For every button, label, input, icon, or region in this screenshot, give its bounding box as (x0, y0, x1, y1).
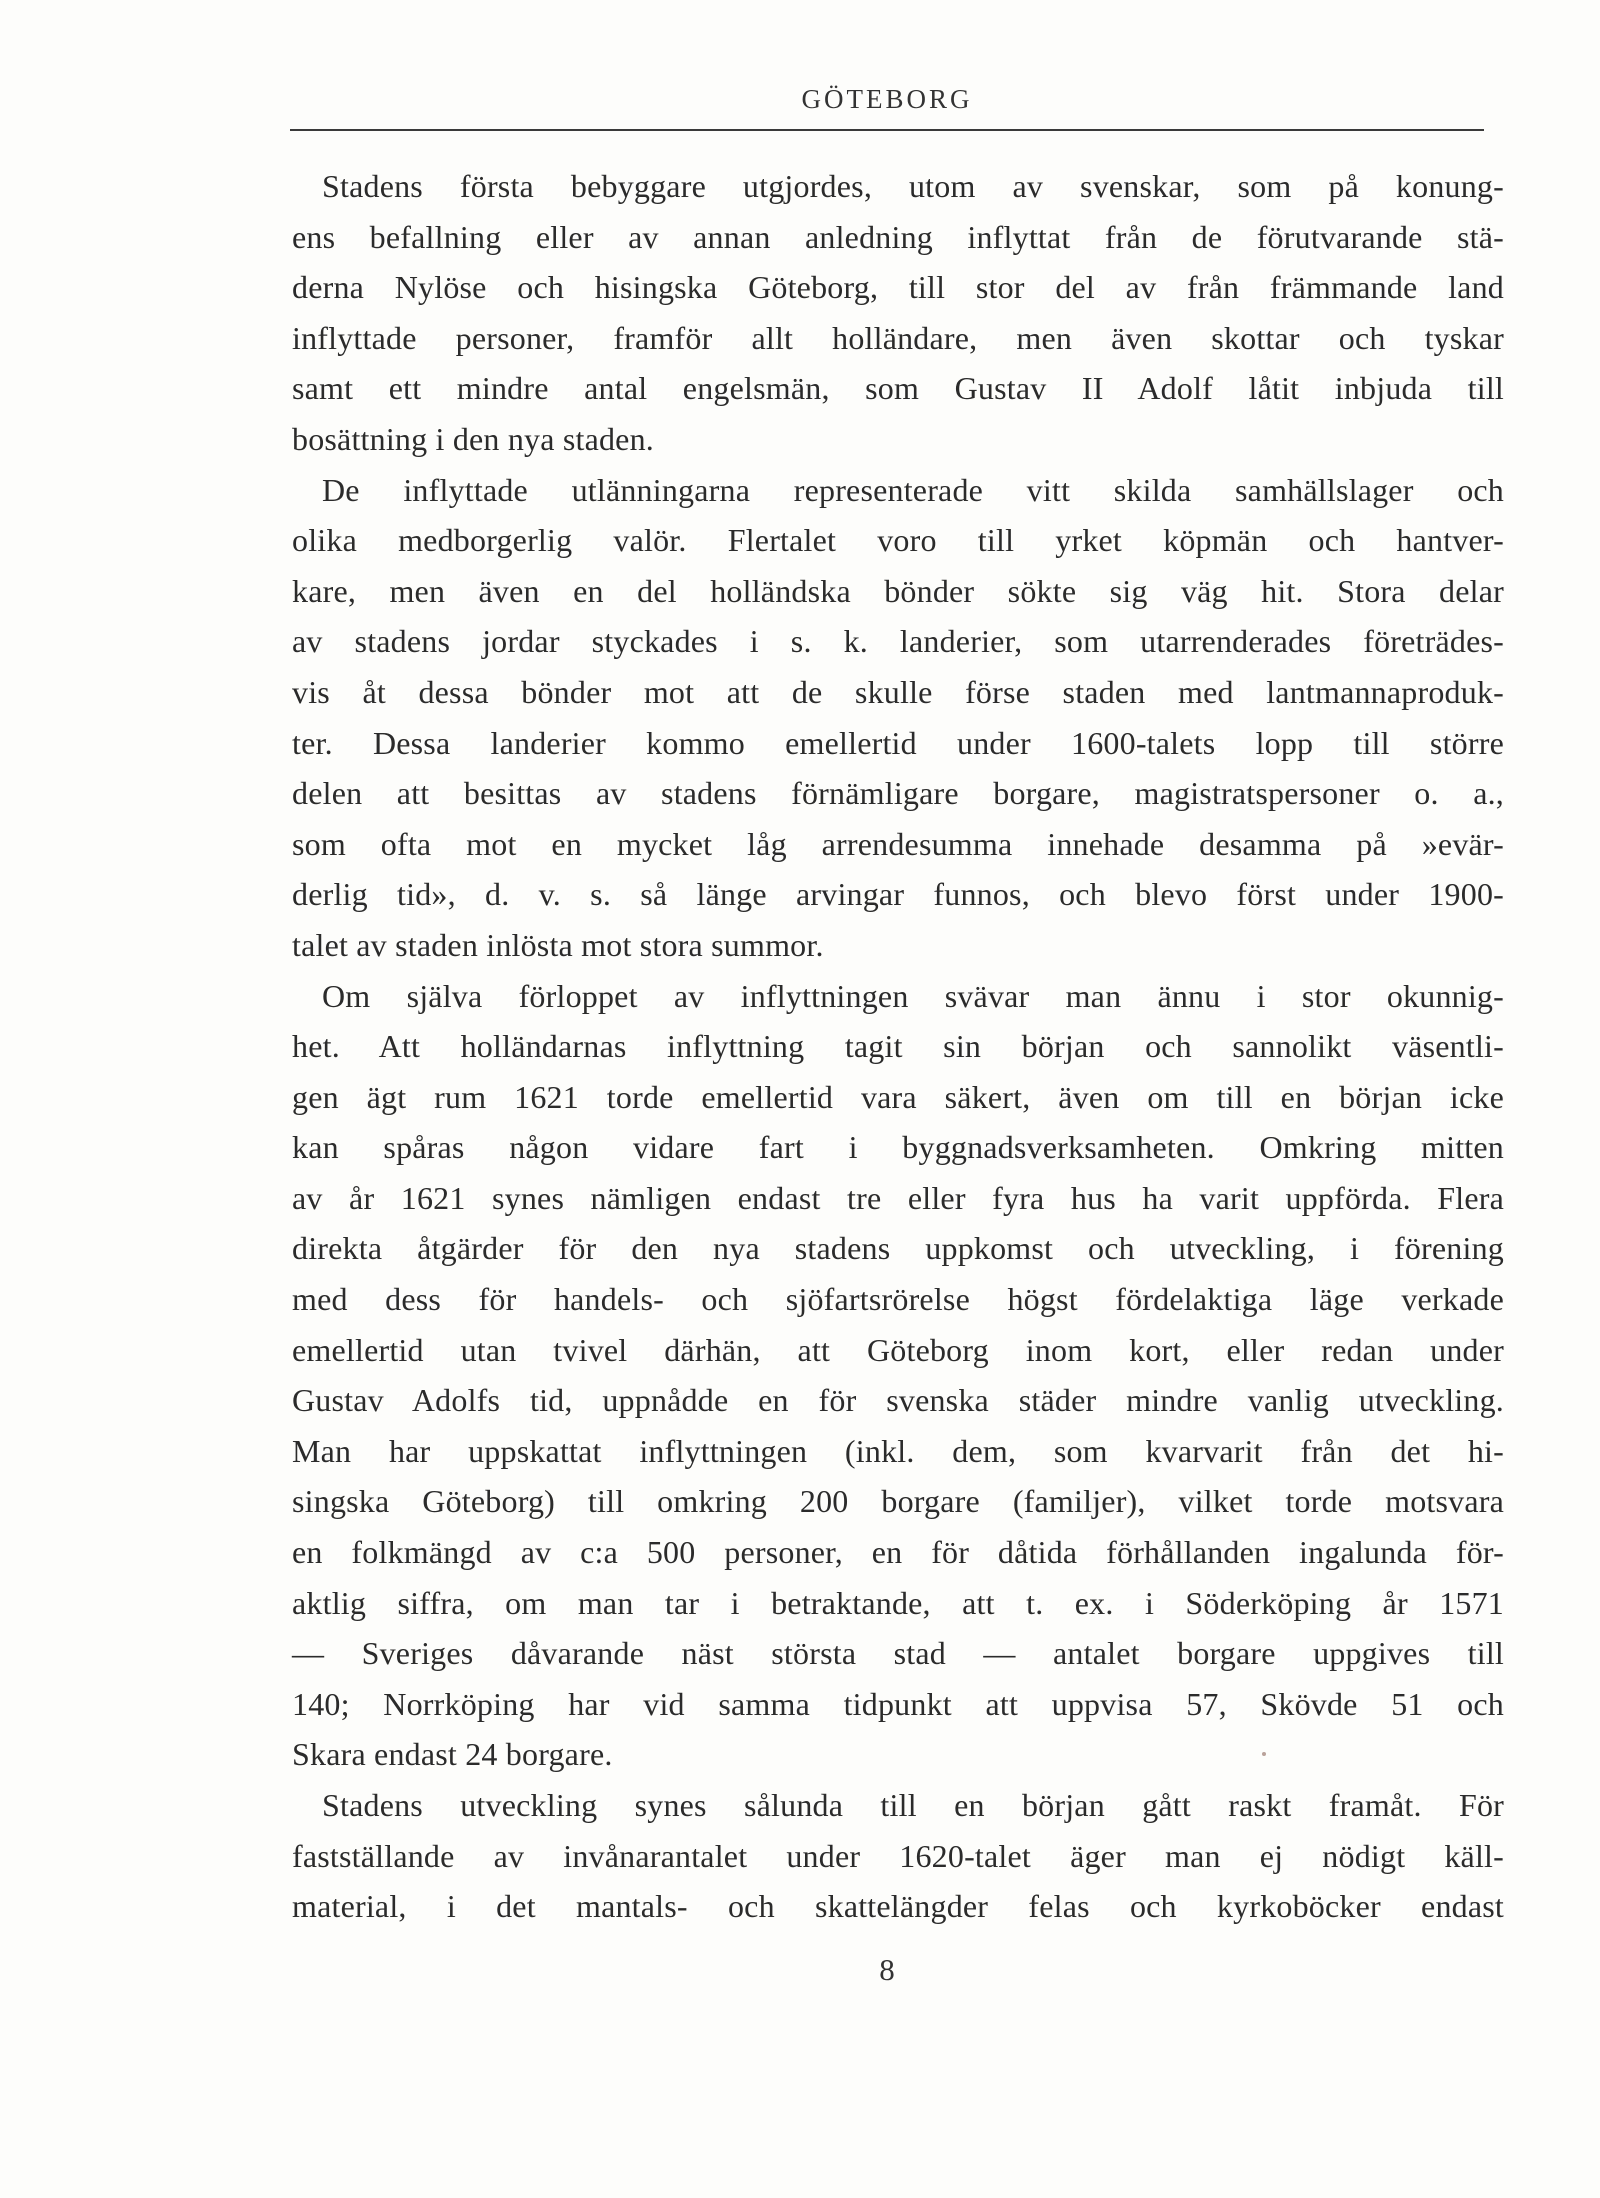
text-line: direkta åtgärder för den nya stadens uppkomst och utveckling, i förening (292, 1230, 1504, 1267)
text-line: kan spåras någon vidare fart i byggnadsverksamheten. Omkring mitten (292, 1129, 1504, 1166)
text-line: aktlig siffra, om man tar i betraktande, att t. ex. i Söderköping år 1571 (292, 1584, 1504, 1621)
text-line: olika medborgerlig valör. Flertalet voro till yrket köpmän och hantver- (292, 522, 1504, 559)
text-line: delen att besittas av stadens förnämligare borgare, magistratspersoner o. a., (292, 775, 1504, 812)
text-line: ens befallning eller av annan anledning inflyttat från de förutvarande stä- (292, 218, 1504, 255)
print-speck (1262, 1752, 1266, 1756)
text-line: som ofta mot en mycket låg arrendesumma innehade desamma på »evär- (292, 825, 1504, 862)
running-title: GÖTEBORG (801, 84, 973, 114)
text-line: het. Att holländarnas inflyttning tagit sin början och sannolikt väsentli- (292, 1028, 1504, 1065)
text-line: Man har uppskattat inflyttningen (inkl. dem, som kvarvarit från det hi- (292, 1432, 1504, 1469)
header-rule (290, 129, 1484, 131)
text-line: vis åt dessa bönder mot att de skulle förse staden med lantmannaproduk- (292, 673, 1504, 710)
text-line: av stadens jordar styckades i s. k. landerier, som utarrenderades företrädes- (292, 623, 1504, 660)
text-line: samt ett mindre antal engelsmän, som Gustav II Adolf låtit inbjuda till (292, 370, 1504, 407)
text-line: Skara endast 24 borgare. (292, 1736, 613, 1773)
text-line: av år 1621 synes nämligen endast tre eller fyra hus ha varit uppförda. Flera (292, 1179, 1504, 1216)
text-line: bosättning i den nya staden. (292, 420, 654, 457)
text-line: kare, men även en del holländska bönder sökte sig väg hit. Stora delar (292, 572, 1504, 609)
text-line: derlig tid», d. v. s. så länge arvingar funnos, och blevo först under 1900- (292, 876, 1504, 913)
text-line: med dess för handels- och sjöfartsrörelse högst fördelaktiga läge verkade (292, 1281, 1504, 1318)
text-line: singska Göteborg) till omkring 200 borgare (familjer), vilket torde motsvara (292, 1483, 1504, 1520)
text-line: fastställande av invånarantalet under 1620-talet äger man ej nödigt käll- (292, 1837, 1504, 1874)
text-line: De inflyttade utlänningarna representerade vitt skilda samhällslager och (322, 471, 1504, 508)
text-line: ter. Dessa landerier kommo emellertid under 1600-talets lopp till större (292, 724, 1504, 761)
text-line: Gustav Adolfs tid, uppnådde en för svenska städer mindre vanlig utveckling. (292, 1382, 1504, 1419)
text-line: material, i det mantals- och skattelängder felas och kyrkoböcker endast (292, 1888, 1504, 1925)
text-line: inflyttade personer, framför allt holländare, men även skottar och tyskar (292, 319, 1504, 356)
text-line: gen ägt rum 1621 torde emellertid vara säkert, även om till en början icke (292, 1078, 1504, 1115)
page-number: 8 (879, 1952, 895, 1987)
text-line: en folkmängd av c:a 500 personer, en för dåtida förhållanden ingalunda för- (292, 1534, 1504, 1571)
text-line: talet av staden inlösta mot stora summor. (292, 926, 824, 963)
text-line: Stadens första bebyggare utgjordes, utom av svenskar, som på konung- (322, 168, 1504, 204)
body-text (292, 161, 1504, 1932)
text-line: Stadens utveckling synes sålunda till en början gått raskt framåt. För (322, 1787, 1504, 1823)
text-line: emellertid utan tvivel därhän, att Göteborg inom kort, eller redan under (292, 1331, 1504, 1368)
text-line: — Sveriges dåvarande näst största stad — antalet borgare uppgives till (292, 1635, 1504, 1672)
text-line: derna Nylöse och hisingska Göteborg, till stor del av från främmande land (292, 269, 1504, 306)
text-line: Om själva förloppet av inflyttningen svävar man ännu i stor okunnig- (322, 977, 1504, 1014)
text-line: 140; Norrköping har vid samma tidpunkt att uppvisa 57, Skövde 51 och (292, 1685, 1504, 1722)
